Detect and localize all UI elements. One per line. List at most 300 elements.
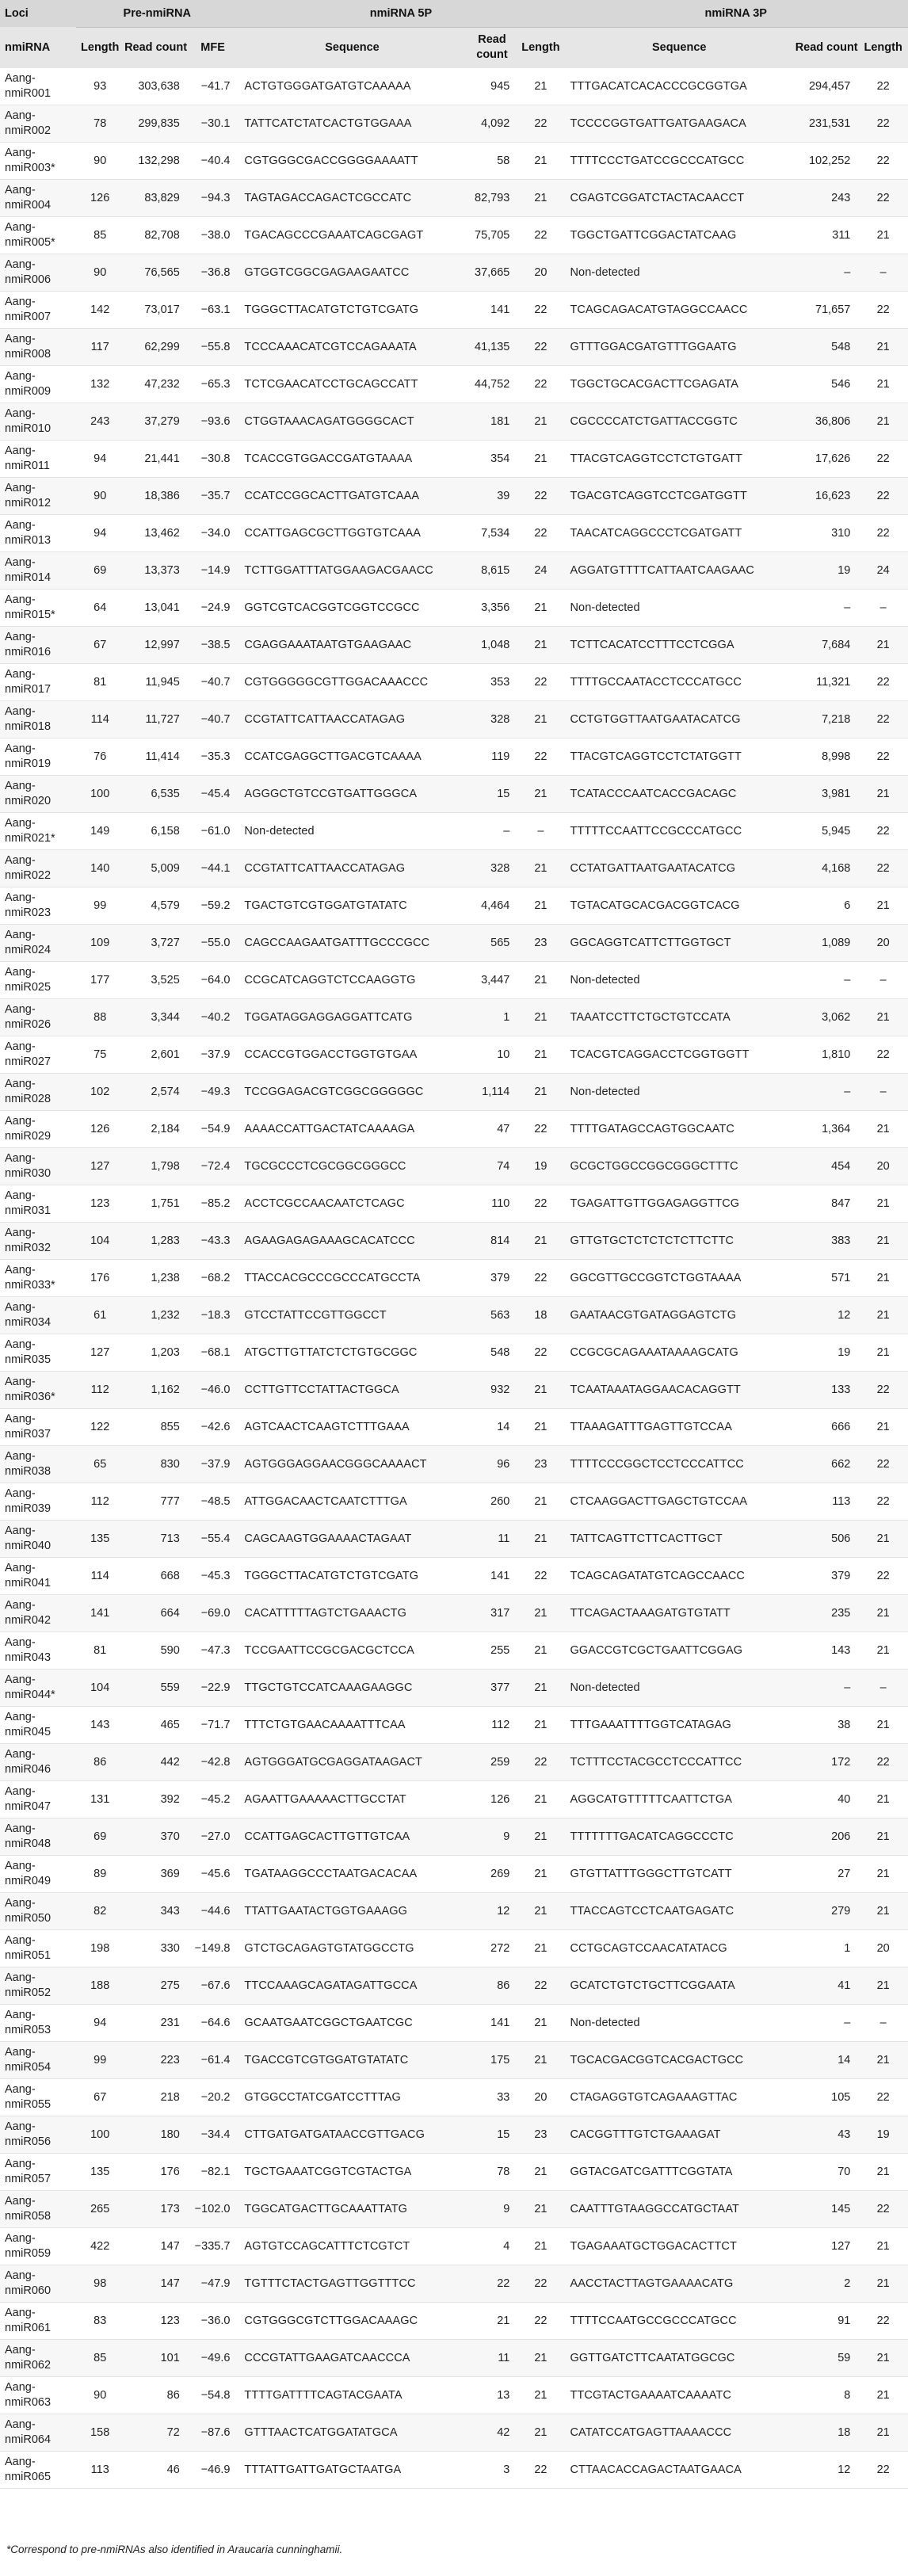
header-length: Length	[81, 40, 120, 54]
length-5p-cell: 21	[534, 712, 547, 726]
pre-length-cell: 90	[93, 265, 107, 279]
read-count-3p-cell: 666	[831, 1420, 851, 1433]
length-3p-cell: 21	[876, 638, 890, 651]
pre-mfe-cell: −45.3	[200, 1569, 231, 1582]
read-count-5p-cell: 21	[497, 2314, 510, 2327]
read-count-3p-cell: 12	[837, 2463, 851, 2476]
pre-read-count-cell: 3,525	[151, 973, 180, 987]
pre-mfe-cell: −68.2	[200, 1271, 231, 1284]
pre-length-cell: 65	[93, 1457, 107, 1471]
length-5p-cell: 21	[534, 1941, 547, 1955]
table-body	[0, 68, 908, 2489]
length-3p-cell: 22	[876, 154, 890, 167]
nmirna-name-cell: Aang-nmiR045	[5, 1711, 52, 1738]
pre-length-cell: 100	[90, 2128, 110, 2141]
length-3p-cell: 21	[876, 1196, 890, 1210]
read-count-5p-cell: 8,615	[481, 563, 510, 577]
pre-length-cell: 141	[90, 1606, 110, 1620]
pre-read-count-cell: 82,708	[144, 228, 180, 242]
read-count-5p-cell: 33	[497, 2090, 510, 2104]
pre-read-count-cell: 1,283	[151, 1234, 180, 1247]
seq-5p-cell: TGGCATGACTTGCAAATTATG	[244, 2202, 408, 2215]
length-3p-cell: 22	[876, 1457, 890, 1471]
nmirna-name-cell: Aang-nmiR025	[5, 966, 52, 994]
pre-mfe-cell: −71.7	[200, 1718, 231, 1731]
pre-mfe-cell: −48.5	[200, 1494, 231, 1508]
seq-5p-cell: CAGCCAAGAATGATTTGCCCGCC	[244, 936, 430, 949]
seq-5p-cell: TGTTTCTACTGAGTTGGTTTCC	[244, 2276, 416, 2290]
length-3p-cell: 21	[876, 1308, 890, 1322]
seq-5p-cell: AGTGGGATGCGAGGATAAGACT	[244, 1755, 422, 1769]
table-row	[0, 962, 908, 999]
nmirna-name-cell: Aang-nmiR027	[5, 1040, 52, 1068]
seq-5p-cell: CCGCATCAGGTCTCCAAGGTG	[244, 973, 416, 987]
seq-3p-cell: GTTTGGACGATGTTTGGAATG	[570, 340, 737, 353]
table-row	[0, 1185, 908, 1223]
nmirna-name-cell: Aang-nmiR009	[5, 370, 52, 398]
seq-3p-cell: Non-detected	[570, 973, 640, 987]
seq-5p-cell: AGTGTCCAGCATTTCTCGTCT	[244, 2239, 410, 2253]
read-count-3p-cell: 235	[831, 1606, 851, 1620]
length-5p-cell: 21	[534, 638, 547, 651]
read-count-3p-cell: 4,168	[822, 861, 851, 875]
read-count-5p-cell: 141	[490, 2016, 510, 2029]
length-5p-cell: 21	[534, 1681, 547, 1694]
seq-3p-cell: CCTATGATTAATGAATACATCG	[570, 861, 736, 875]
length-5p-cell: 22	[534, 526, 547, 540]
pre-length-cell: 422	[90, 2239, 110, 2253]
pre-read-count-cell: 173	[160, 2202, 180, 2215]
read-count-5p-cell: 328	[490, 861, 510, 875]
length-5p-cell: 22	[534, 1196, 547, 1210]
pre-length-cell: 177	[90, 973, 110, 987]
length-3p-cell: 21	[876, 414, 890, 428]
seq-5p-cell: GTTTAACTCATGGATATGCA	[244, 2425, 398, 2439]
table-row	[0, 2116, 908, 2154]
seq-3p-cell: TCAATAAATAGGAACACAGGTT	[570, 1383, 741, 1396]
seq-3p-cell: CAATTTGTAAGGCCATGCTAAT	[570, 2202, 739, 2215]
pre-read-count-cell: 73,017	[144, 303, 180, 316]
nmirna-name-cell: Aang-nmiR008	[5, 333, 52, 361]
nmirna-name-cell: Aang-nmiR026	[5, 1003, 52, 1031]
read-count-3p-cell: 3,981	[822, 787, 851, 800]
read-count-3p-cell: 8	[844, 2388, 851, 2402]
length-5p-cell: 21	[534, 1718, 547, 1731]
read-count-5p-cell: 945	[490, 79, 510, 93]
pre-read-count-cell: 2,574	[151, 1085, 180, 1098]
read-count-3p-cell: –	[844, 973, 851, 987]
length-5p-cell: 21	[534, 899, 547, 912]
read-count-5p-cell: 15	[497, 2128, 510, 2141]
pre-read-count-cell: 76,565	[144, 265, 180, 279]
length-5p-cell: 21	[534, 154, 547, 167]
length-3p-cell: 21	[876, 2425, 890, 2439]
seq-5p-cell: TTTATTGATTGATGCTAATGA	[244, 2463, 402, 2476]
pre-length-cell: 198	[90, 1941, 110, 1955]
length-5p-cell: 22	[534, 1569, 547, 1582]
pre-mfe-cell: −22.9	[200, 1681, 231, 1694]
seq-3p-cell: GGCGTTGCCGGTCTGGTAAAA	[570, 1271, 742, 1284]
nmirna-name-cell: Aang-nmiR007	[5, 296, 52, 323]
length-5p-cell: 19	[534, 1159, 547, 1173]
length-5p-cell: 21	[534, 601, 547, 614]
pre-length-cell: 94	[93, 452, 107, 465]
seq-3p-cell: TTACGTCAGGTCCTCTATGGTT	[570, 750, 742, 763]
nmirna-name-cell: Aang-nmiR044*	[5, 1673, 55, 1701]
pre-length-cell: 69	[93, 563, 107, 577]
pre-read-count-cell: 343	[160, 1904, 180, 1918]
length-5p-cell: 22	[534, 1979, 547, 1992]
length-5p-cell: 21	[534, 1532, 547, 1545]
seq-3p-cell: GGTACGATCGATTTCGGTATA	[570, 2165, 733, 2178]
length-5p-cell: 21	[534, 2165, 547, 2178]
read-count-3p-cell: 133	[831, 1383, 851, 1396]
length-3p-cell: 21	[876, 1532, 890, 1545]
seq-5p-cell: CCTTGTTCCTATTACTGGCA	[244, 1383, 399, 1396]
pre-length-cell: 100	[90, 787, 110, 800]
read-count-5p-cell: 112	[491, 1718, 510, 1731]
pre-mfe-cell: −61.4	[200, 2053, 231, 2067]
table-row	[0, 850, 908, 887]
read-count-3p-cell: 102,252	[808, 154, 851, 167]
length-5p-cell: 22	[534, 340, 547, 353]
seq-3p-cell: TTACGTCAGGTCCTCTGTGATT	[570, 452, 742, 465]
pre-length-cell: 83	[93, 2314, 107, 2327]
nmirna-name-cell: Aang-nmiR056	[5, 2120, 52, 2148]
pre-mfe-cell: −40.7	[200, 675, 231, 689]
length-3p-cell: 24	[876, 563, 890, 577]
header-length-3p: Length	[864, 40, 902, 54]
pre-read-count-cell: 2,601	[151, 1048, 180, 1061]
length-3p-cell: 20	[876, 1159, 890, 1173]
nmirna-name-cell: Aang-nmiR058	[5, 2195, 52, 2223]
pre-read-count-cell: 590	[160, 1643, 180, 1657]
seq-3p-cell: TCACGTCAGGACCTCGGTGGTT	[570, 1048, 750, 1061]
header-nmirna-5p: nmiRNA 5P	[238, 0, 563, 27]
pre-mfe-cell: −63.1	[200, 303, 231, 316]
read-count-3p-cell: –	[844, 2016, 851, 2029]
pre-length-cell: 102	[90, 1085, 110, 1098]
pre-length-cell: 94	[93, 2016, 107, 2029]
header-pre-nmirna: Pre-nmiRNA	[76, 0, 238, 27]
pre-mfe-cell: −42.6	[200, 1420, 231, 1433]
pre-length-cell: 135	[90, 2165, 110, 2178]
seq-5p-cell: CTTGATGATGATAACCGTTGACG	[244, 2128, 425, 2141]
length-3p-cell: 21	[876, 1606, 890, 1620]
read-count-3p-cell: 662	[831, 1457, 851, 1471]
pre-mfe-cell: −64.0	[200, 973, 231, 987]
length-5p-cell: 21	[534, 2053, 547, 2067]
length-5p-cell: 21	[534, 1606, 547, 1620]
read-count-5p-cell: 1	[503, 1010, 510, 1024]
seq-3p-cell: Non-detected	[570, 265, 640, 279]
table-row	[0, 1074, 908, 1111]
length-3p-cell: 22	[876, 2090, 890, 2104]
read-count-5p-cell: 96	[497, 1457, 510, 1471]
seq-3p-cell: CATATCCATGAGTTAAAACCC	[570, 2425, 732, 2439]
nmirna-name-cell: Aang-nmiR052	[5, 1971, 52, 1999]
read-count-5p-cell: 9	[503, 1830, 510, 1843]
pre-length-cell: 82	[93, 1904, 107, 1918]
pre-length-cell: 104	[90, 1681, 110, 1694]
header-row-columns	[0, 27, 908, 68]
seq-3p-cell: TTCAGACTAAAGATGTGTATT	[570, 1606, 731, 1620]
pre-length-cell: 98	[93, 2276, 107, 2290]
read-count-5p-cell: 12	[497, 1904, 510, 1918]
length-3p-cell: 21	[876, 1010, 890, 1024]
header-nmirna: nmiRNA	[5, 40, 51, 54]
header-sequence-5p: Sequence	[325, 40, 380, 54]
table-row	[0, 143, 908, 180]
read-count-3p-cell: 71,657	[815, 303, 851, 316]
length-3p-cell: –	[879, 1681, 887, 1694]
pre-length-cell: 67	[93, 638, 107, 651]
nmirna-name-cell: Aang-nmiR065	[5, 2456, 52, 2483]
read-count-5p-cell: 41,135	[475, 340, 510, 353]
seq-5p-cell: TATTCATCTATCACTGTGGAAA	[244, 116, 412, 130]
nmirna-name-cell: Aang-nmiR048	[5, 1822, 52, 1850]
seq-5p-cell: CCATTGAGCACTTGTTGTCAA	[244, 1830, 410, 1843]
pre-read-count-cell: 101	[160, 2351, 180, 2364]
read-count-5p-cell: 175	[490, 2053, 510, 2067]
pre-mfe-cell: −35.3	[200, 750, 231, 763]
pre-read-count-cell: 37,279	[144, 414, 180, 428]
nmirna-name-cell: Aang-nmiR050	[5, 1897, 52, 1925]
length-3p-cell: 21	[876, 1420, 890, 1433]
length-3p-cell: 21	[876, 1643, 890, 1657]
nmirna-name-cell: Aang-nmiR033*	[5, 1264, 55, 1292]
length-3p-cell: 22	[876, 1569, 890, 1582]
pre-length-cell: 127	[90, 1159, 110, 1173]
read-count-5p-cell: 4,464	[481, 899, 510, 912]
pre-length-cell: 112	[90, 1383, 109, 1396]
pre-mfe-cell: −61.0	[200, 824, 231, 838]
table-row	[0, 664, 908, 701]
table-row	[0, 2452, 908, 2489]
read-count-5p-cell: 1,048	[481, 638, 510, 651]
pre-length-cell: 81	[93, 1643, 107, 1657]
read-count-5p-cell: 3,447	[481, 973, 510, 987]
length-3p-cell: –	[879, 601, 887, 614]
pre-mfe-cell: −14.9	[200, 563, 231, 577]
length-3p-cell: 22	[876, 116, 890, 130]
read-count-3p-cell: 14	[837, 2053, 851, 2067]
pre-mfe-cell: −37.9	[200, 1048, 231, 1061]
length-3p-cell: 21	[876, 1792, 890, 1806]
seq-5p-cell: TGCTGAAATCGGTCGTACTGA	[244, 2165, 412, 2178]
pre-read-count-cell: 176	[160, 2165, 180, 2178]
read-count-5p-cell: 354	[490, 452, 510, 465]
pre-mfe-cell: −36.0	[200, 2314, 231, 2327]
nmirna-name-cell: Aang-nmiR031	[5, 1189, 52, 1217]
read-count-3p-cell: –	[844, 1085, 851, 1098]
table-row	[0, 1111, 908, 1148]
length-5p-cell: 21	[534, 1383, 547, 1396]
read-count-3p-cell: 243	[831, 191, 851, 204]
pre-length-cell: 90	[93, 2388, 107, 2402]
read-count-3p-cell: 27	[837, 1867, 851, 1880]
pre-read-count-cell: 1,798	[151, 1159, 180, 1173]
pre-length-cell: 90	[93, 489, 107, 502]
pre-length-cell: 69	[93, 1830, 107, 1843]
seq-5p-cell: CCATCGAGGCTTGACGTCAAAA	[244, 750, 422, 763]
table-row	[0, 2042, 908, 2079]
read-count-5p-cell: 110	[491, 1196, 510, 1210]
read-count-3p-cell: 206	[831, 1830, 851, 1843]
seq-3p-cell: TGGCTGATTCGGACTATCAAG	[570, 228, 737, 242]
pre-mfe-cell: −102.0	[194, 2202, 231, 2215]
nmirna-name-cell: Aang-nmiR041	[5, 1562, 52, 1589]
seq-5p-cell: GTCCTATTCCGTTGGCCT	[244, 1308, 387, 1322]
pre-mfe-cell: −44.1	[200, 861, 231, 875]
seq-3p-cell: CACGGTTTGTCTGAAAGAT	[570, 2128, 721, 2141]
seq-3p-cell: CGAGTCGGATCTACTACAACCT	[570, 191, 745, 204]
pre-length-cell: 243	[90, 414, 110, 428]
seq-5p-cell: TTGCTGTCCATCAAAGAAGGC	[244, 1681, 413, 1694]
seq-5p-cell: TGGATAGGAGGAGGATTCATG	[244, 1010, 413, 1024]
read-count-5p-cell: 39	[497, 489, 510, 502]
seq-5p-cell: TCTCGAACATCCTGCAGCCATT	[244, 377, 418, 391]
pre-read-count-cell: 303,638	[138, 79, 180, 93]
nmirna-name-cell: Aang-nmiR037	[5, 1413, 52, 1441]
pre-mfe-cell: −59.2	[200, 899, 231, 912]
nmirna-name-cell: Aang-nmiR016	[5, 631, 52, 658]
pre-mfe-cell: −94.3	[200, 191, 231, 204]
seq-5p-cell: AGTGGGAGGAACGGGCAAAACT	[244, 1457, 427, 1471]
length-5p-cell: 22	[534, 2314, 547, 2327]
pre-mfe-cell: −34.0	[200, 526, 231, 540]
length-3p-cell: –	[879, 2016, 887, 2029]
read-count-3p-cell: 379	[831, 1569, 851, 1582]
read-count-5p-cell: 9	[503, 2202, 510, 2215]
length-5p-cell: 23	[534, 936, 547, 949]
table-row	[0, 1297, 908, 1334]
seq-3p-cell: GGACCGTCGCTGAATTCGGAG	[570, 1643, 743, 1657]
seq-3p-cell: GTGTTATTTGGGCTTGTCATT	[570, 1867, 732, 1880]
read-count-5p-cell: 1,114	[482, 1085, 510, 1098]
read-count-5p-cell: –	[503, 824, 510, 838]
pre-mfe-cell: −46.9	[200, 2463, 231, 2476]
table-row	[0, 1818, 908, 1856]
read-count-3p-cell: 43	[837, 2128, 851, 2141]
read-count-5p-cell: 44,752	[475, 377, 510, 391]
pre-mfe-cell: −45.6	[200, 1867, 231, 1880]
seq-3p-cell: TTTTTCCAATTCCGCCCATGCC	[570, 824, 742, 838]
read-count-3p-cell: 3,062	[822, 1010, 851, 1024]
header-row-groups	[0, 0, 908, 27]
nmirna-name-cell: Aang-nmiR061	[5, 2307, 52, 2334]
nmirna-name-cell: Aang-nmiR001	[5, 72, 52, 100]
pre-length-cell: 142	[90, 303, 110, 316]
pre-read-count-cell: 11,945	[145, 675, 180, 689]
header-nmirna-3p: nmiRNA 3P	[563, 0, 908, 27]
pre-mfe-cell: −55.8	[200, 340, 231, 353]
length-5p-cell: 21	[534, 1643, 547, 1657]
table-row	[0, 2154, 908, 2191]
read-count-3p-cell: 11,321	[816, 675, 851, 689]
seq-5p-cell: TTATTGAATACTGGTGAAAGG	[244, 1904, 408, 1918]
length-5p-cell: 20	[534, 265, 547, 279]
pre-length-cell: 81	[93, 675, 107, 689]
read-count-3p-cell: 310	[831, 526, 851, 540]
seq-5p-cell: TCCGGAGACGTCGGCGGGGGC	[244, 1085, 424, 1098]
pre-read-count-cell: 369	[160, 1867, 180, 1880]
pre-read-count-cell: 47,232	[144, 377, 180, 391]
pre-mfe-cell: −93.6	[200, 414, 231, 428]
length-3p-cell: 22	[876, 861, 890, 875]
table-row	[0, 1967, 908, 2005]
pre-length-cell: 94	[93, 526, 107, 540]
read-count-5p-cell: 10	[497, 1048, 510, 1061]
nmirna-name-cell: Aang-nmiR021*	[5, 817, 55, 845]
table-row	[0, 329, 908, 366]
nmirna-name-cell: Aang-nmiR029	[5, 1115, 52, 1143]
pre-read-count-cell: 1,751	[151, 1196, 180, 1210]
length-5p-cell: 21	[534, 2425, 547, 2439]
pre-length-cell: 85	[93, 228, 107, 242]
pre-read-count-cell: 4,579	[151, 899, 180, 912]
pre-length-cell: 104	[90, 1234, 110, 1247]
length-3p-cell: 21	[876, 1234, 890, 1247]
nmirna-name-cell: Aang-nmiR051	[5, 1934, 52, 1962]
length-5p-cell: 22	[534, 228, 547, 242]
seq-5p-cell: CCATTGAGCGCTTGGTGTCAAA	[244, 526, 422, 540]
seq-5p-cell: ACCTCGCCAACAATCTCAGC	[244, 1196, 405, 1210]
pre-mfe-cell: −34.4	[200, 2128, 231, 2141]
length-3p-cell: 22	[876, 452, 890, 465]
seq-3p-cell: TCAGCAGATATGTCAGCCAACC	[570, 1569, 745, 1582]
length-5p-cell: 21	[534, 1085, 547, 1098]
length-3p-cell: 21	[876, 2165, 890, 2178]
read-count-3p-cell: 17,626	[815, 452, 851, 465]
table-row	[0, 180, 908, 217]
nmirna-name-cell: Aang-nmiR006	[5, 258, 52, 286]
length-5p-cell: 22	[534, 750, 547, 763]
table-row	[0, 1707, 908, 1744]
nmirna-name-cell: Aang-nmiR059	[5, 2232, 52, 2260]
seq-5p-cell: AGGGCTGTCCGTGATTGGGCA	[244, 787, 418, 800]
pre-mfe-cell: −87.6	[200, 2425, 231, 2439]
table-row	[0, 1521, 908, 1558]
table-row	[0, 254, 908, 292]
seq-5p-cell: TTTCTGTGAACAAAATTTCAA	[244, 1718, 406, 1731]
length-3p-cell: 22	[876, 750, 890, 763]
length-5p-cell: 21	[534, 1792, 547, 1806]
read-count-3p-cell: –	[844, 1681, 851, 1694]
seq-3p-cell: AGGATGTTTTCATTAATCAAGAAC	[570, 563, 754, 577]
read-count-3p-cell: 145	[831, 2202, 851, 2215]
pre-read-count-cell: 86	[166, 2388, 180, 2402]
table-row	[0, 925, 908, 962]
pre-mfe-cell: −43.3	[200, 1234, 231, 1247]
seq-5p-cell: TTTTGATTTTCAGTACGAATA	[244, 2388, 402, 2402]
length-5p-cell: 21	[534, 2351, 547, 2364]
read-count-3p-cell: 454	[831, 1159, 851, 1173]
pre-length-cell: 158	[90, 2425, 110, 2439]
length-3p-cell: 21	[876, 1979, 890, 1992]
length-5p-cell: 22	[534, 1271, 547, 1284]
seq-5p-cell: TGCGCCCTCGCGGCGGGCC	[244, 1159, 406, 1173]
nmirna-name-cell: Aang-nmiR018	[5, 705, 52, 733]
nmirna-name-cell: Aang-nmiR054	[5, 2046, 52, 2074]
seq-5p-cell: ATTGGACAACTCAATCTTTGA	[244, 1494, 407, 1508]
read-count-5p-cell: 328	[490, 712, 510, 726]
pre-length-cell: 88	[93, 1010, 107, 1024]
nmirna-name-cell: Aang-nmiR010	[5, 407, 52, 435]
pre-mfe-cell: −85.2	[200, 1196, 231, 1210]
read-count-5p-cell: 377	[490, 1681, 510, 1694]
seq-3p-cell: TTTTGATAGCCAGTGGCAATC	[570, 1122, 734, 1135]
